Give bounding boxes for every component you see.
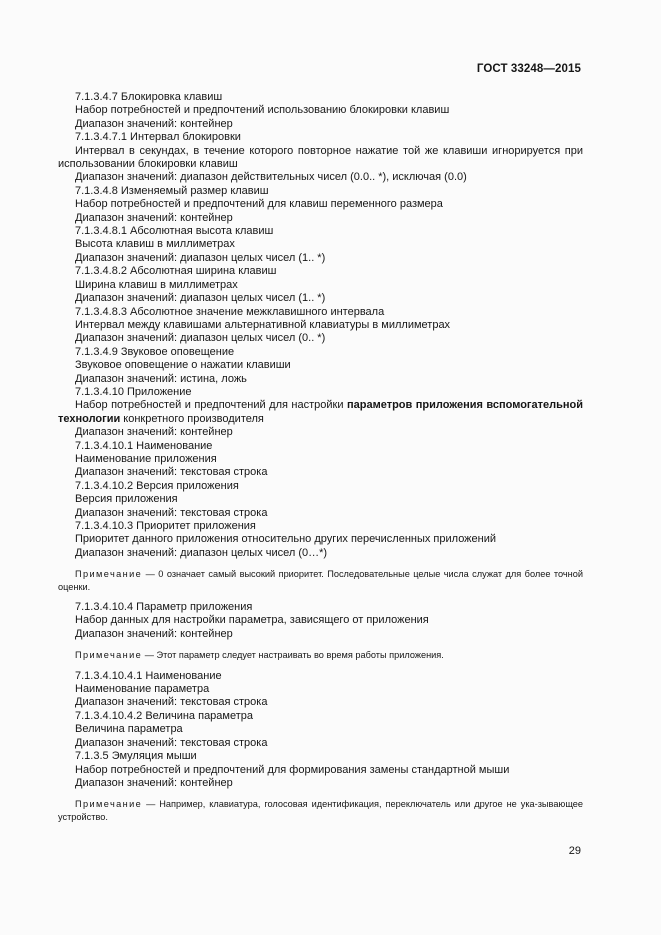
- text-line: 7.1.3.4.10.3 Приоритет приложения: [75, 520, 256, 532]
- text-line: 7.1.3.4.10.4.2 Величина параметра: [75, 709, 254, 722]
- paragraph-application-settings: [58, 399, 583, 426]
- paragraph-text: Набор потребностей и предпочтений для настройки: [75, 399, 347, 412]
- document-code-header: ГОСТ 33248—2015: [476, 63, 581, 75]
- text-line: Набор потребностей и предпочтений для формирования замены стандартной мыши: [75, 763, 510, 776]
- page-number: 29: [568, 845, 581, 857]
- text-line: Диапазон значений: текстовая строка: [75, 736, 268, 749]
- text-line: 7.1.3.4.8.3 Абсолютное значение межклавишного интервала: [75, 305, 385, 318]
- text-line: Диапазон значений: диапазон целых чисел (0.. *): [75, 332, 326, 345]
- text-line: 7.1.3.4.10.1 Наименование: [75, 439, 213, 452]
- text-line: Диапазон значений: диапазон целых чисел (1.. *): [75, 292, 326, 305]
- text-line: 7.1.3.4.10.2 Версия приложения: [75, 479, 239, 492]
- text-block-keys: [58, 91, 583, 399]
- note-text: — Например, клавиатура, голосовая идентификация, переключатель или другое не ука-зывающее устройство.: [58, 799, 583, 822]
- text-line: Интервал между клавишами альтернативной клавиатуры в миллиметрах: [75, 318, 451, 331]
- text-line: 7.1.3.4.8.2 Абсолютная ширина клавиш: [75, 265, 277, 278]
- text-line: Набор потребностей и предпочтений для клавиш переменного размера: [75, 198, 443, 211]
- note-text: — Этот параметр следует настраивать во время работы приложения.: [142, 650, 444, 661]
- text-line: Версия приложения: [75, 493, 178, 506]
- paragraph-bold-term: параметров приложения вспомогательной технологии: [58, 399, 583, 425]
- text-line: Наименование приложения: [75, 452, 217, 465]
- text-line: Интервал в секундах, в течение которого повторное нажатие той же клавиши игнорируется при использовании блокировки клавиш: [58, 144, 583, 171]
- text-line: 7.1.3.4.7.1 Интервал блокировки: [75, 131, 241, 144]
- text-line: 7.1.3.4.7 Блокировка клавиш: [75, 91, 223, 103]
- note-parameter: [58, 649, 583, 661]
- text-line: Диапазон значений: текстовая строка: [75, 696, 268, 709]
- text-line: Ширина клавиш в миллиметрах: [75, 278, 238, 291]
- text-line: Приоритет данного приложения относительно других перечисленных приложений: [75, 533, 497, 546]
- text-line: 7.1.3.4.10.4 Параметр приложения: [75, 601, 253, 614]
- note-text: — 0 означает самый высокий приоритет. Последовательные целые числа служат для более точной оценки.: [58, 569, 583, 592]
- text-block-parameter: [58, 601, 583, 641]
- text-line: Диапазон значений: контейнер: [75, 426, 233, 439]
- text-line: Диапазон значений: диапазон действительных чисел (0.0.. *), исключая (0.0): [75, 171, 467, 184]
- text-line: Диапазон значений: контейнер: [75, 627, 233, 640]
- text-line: 7.1.3.4.8.1 Абсолютная высота клавиш: [75, 225, 274, 238]
- text-line: Диапазон значений: диапазон целых чисел (1.. *): [75, 251, 326, 264]
- note-priority: [58, 568, 583, 593]
- text-line: Наименование параметра: [75, 683, 210, 696]
- note-label: Примечание: [75, 799, 143, 810]
- text-line: Диапазон значений: текстовая строка: [75, 466, 268, 479]
- text-line: Диапазон значений: контейнер: [75, 117, 233, 130]
- text-line: Диапазон значений: истина, ложь: [75, 372, 247, 385]
- note-mouse-emulation: [58, 798, 583, 823]
- text-line: Набор потребностей и предпочтений использованию блокировки клавиш: [75, 104, 450, 117]
- text-line: Диапазон значений: диапазон целых чисел (0…*): [75, 546, 328, 559]
- text-line: Диапазон значений: контейнер: [75, 776, 233, 789]
- text-line: 7.1.3.5 Эмуляция мыши: [75, 750, 197, 763]
- text-line: 7.1.3.4.8 Изменяемый размер клавиш: [75, 184, 269, 197]
- note-label: Примечание: [75, 650, 143, 661]
- note-label: Примечание: [75, 569, 143, 580]
- text-line: Величина параметра: [75, 723, 183, 736]
- page-content: [58, 91, 583, 831]
- text-line: Диапазон значений: текстовая строка: [75, 506, 268, 519]
- text-block-application: [58, 426, 583, 560]
- text-line: 7.1.3.4.9 Звуковое оповещение: [75, 345, 235, 358]
- paragraph-text: конкретного производителя: [120, 412, 264, 425]
- text-line: Звуковое оповещение о нажатии клавиши: [75, 359, 291, 372]
- text-line: Диапазон значений: контейнер: [75, 211, 233, 224]
- text-block-parameter-details: [58, 670, 583, 791]
- text-line: Набор данных для настройки параметра, зависящего от приложения: [75, 614, 429, 627]
- text-line: 7.1.3.4.10.4.1 Наименование: [75, 669, 222, 682]
- text-line: Высота клавиш в миллиметрах: [75, 238, 235, 251]
- text-line: 7.1.3.4.10 Приложение: [75, 385, 192, 398]
